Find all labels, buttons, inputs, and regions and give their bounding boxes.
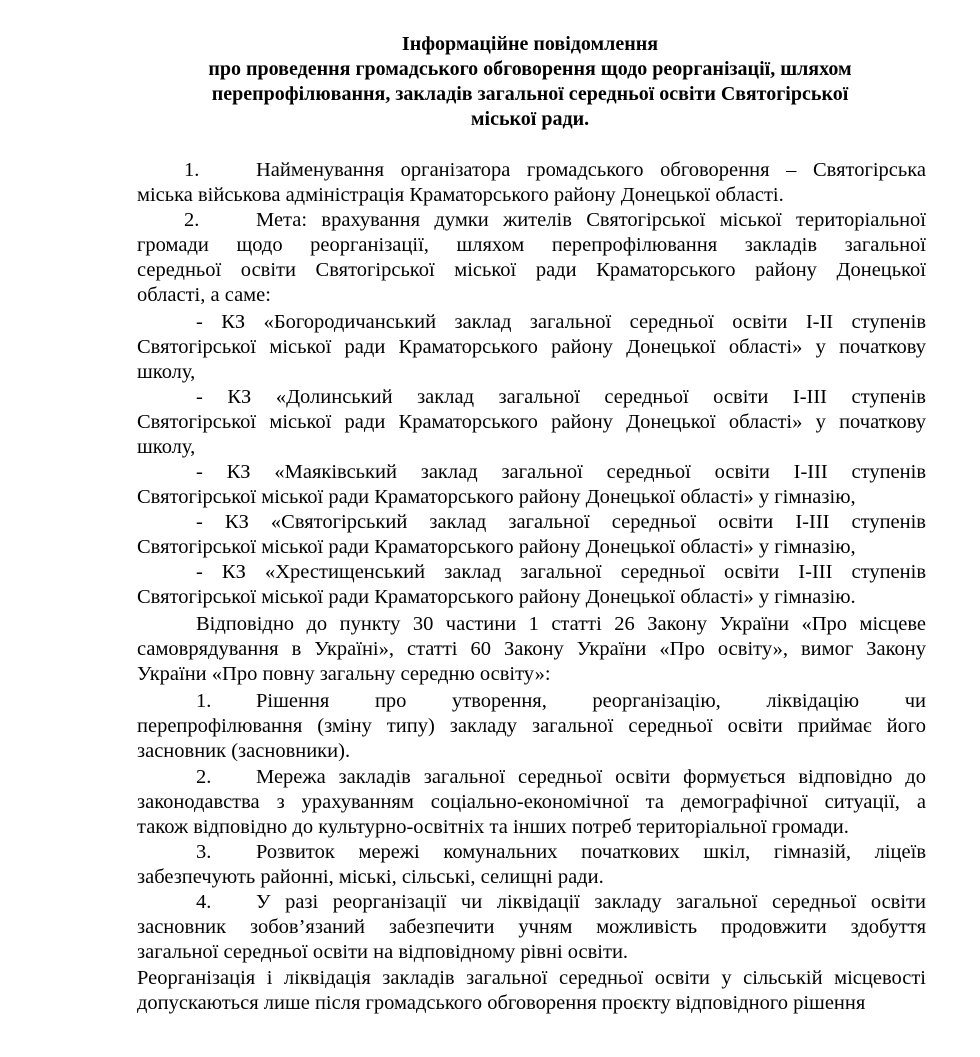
item-2-number: 2. [184,209,200,231]
law-line-2: самоврядування в Україні», статті 60 Закону України «Про освіту», вимог Закону [137,638,926,660]
point-1-number: 1. [196,690,212,712]
point-3-number: 3. [196,841,212,863]
point-4-line-2: засновник зобов’язаний забезпечити учням можливість продовжити здобуття [137,916,926,938]
final-line-2: допускаються лише після громадського обговорення проєкту відповідного рішення [137,992,866,1014]
point-1-line-3: засновник (засновники). [137,740,351,762]
law-line-1: Відповідно до пункту 30 частини 1 статті 26 Закону України «Про місцеве [196,613,926,635]
item-2-line-1: Мета: врахування думки жителів Святогірської міської територіальної [256,209,926,231]
item-2-line-3: середньої освіти Святогірської міської ради Краматорського району Донецької [137,259,926,281]
school-3-line-1: - КЗ «Маяківський заклад загальної середньої освіти І-ІІІ ступенів [196,461,926,483]
item-1-line-1: Найменування організатора громадського обговорення – Святогірська [256,159,926,181]
school-2-line-3: школу, [137,436,196,458]
point-1-line-1: Рішення про утворення, реорганізацію, ліквідацію чи [256,690,926,712]
title-line-4: міської ради. [470,108,590,130]
school-1-line-2: Святогірської міської ради Краматорського району Донецької області» у початкову [137,336,926,358]
school-1-line-1: - КЗ «Богородичанський заклад загальної середньої освіти І-ІІ ступенів [196,311,926,333]
school-4-line-2: Святогірської міської ради Краматорського району Донецької області» у гімназію, [137,536,856,558]
title-line-2: про проведення громадського обговорення щодо реорганізації, шляхом [208,58,852,80]
point-2-number: 2. [196,766,212,788]
final-line-1: Реорганізація і ліквідація закладів загальної середньої освіти у сільській місцевості [137,967,926,989]
point-4-number: 4. [196,891,212,913]
point-3-line-2: забезпечують районні, міські, сільські, селищні ради. [137,866,604,888]
document-title [130,32,930,132]
title-line-3: перепрофілювання, закладів загальної середньої освіти Святогірської [211,83,849,105]
item-2-line-2: громади щодо реорганізації, шляхом перепрофілювання закладів загальної [137,234,926,256]
school-5-line-1: - КЗ «Хрестищенський заклад загальної середньої освіти І-ІІІ ступенів [196,561,926,583]
school-2-line-2: Святогірської міської ради Краматорського району Донецької області» у початкову [137,411,926,433]
school-3-line-2: Святогірської міської ради Краматорського району Донецької області» у гімназію, [137,486,856,508]
point-2-line-2: законодавства з урахуванням соціально-економічної та демографічної ситуації, а [137,791,926,813]
school-2-line-1: - КЗ «Долинський заклад загальної середньої освіти І-ІІІ ступенів [196,386,926,408]
school-5-line-2: Святогірської міської ради Краматорського району Донецької області» у гімназію. [137,586,856,608]
point-4-line-1: У разі реорганізації чи ліквідації закладу загальної середньої освіти [256,891,926,913]
point-4-line-3: загальної середньої освіти на відповідному рівні освіти. [137,941,629,963]
law-line-3: України «Про повну загальну середню освіту»: [137,663,551,685]
point-2-line-3: також відповідно до культурно-освітніх та інших потреб територіальної громади. [137,816,849,838]
school-4-line-1: - КЗ «Святогірський заклад загальної середньої освіти І-ІІІ ступенів [196,511,926,533]
point-2-line-1: Мережа закладів загальної середньої освіти формується відповідно до [256,766,926,788]
point-1-line-2: перепрофілювання (зміну типу) закладу загальної середньої освіти приймає його [137,715,926,737]
item-1-line-2: міська військова адміністрація Краматорського району Донецької області. [137,184,784,206]
item-1-number: 1. [184,159,200,181]
school-1-line-3: школу, [137,361,196,383]
title-line-1: Інформаційне повідомлення [401,33,659,55]
point-3-line-1: Розвиток мережі комунальних початкових шкіл, гімназій, ліцеїв [256,841,926,863]
item-2-line-4: області, а саме: [137,284,271,306]
